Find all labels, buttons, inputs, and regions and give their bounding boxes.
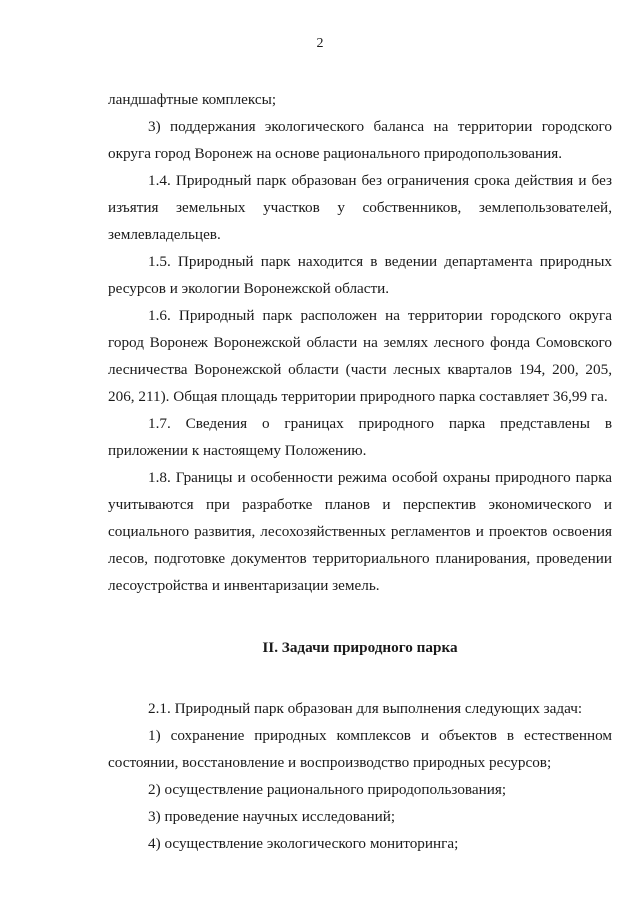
list-item-2: 2) осуществление рационального природопользования; — [148, 781, 507, 798]
list-item-1: 1) сохранение природных комплексов и объектов в естественном состоянии, восстановление и воспроизводство природных ресурсов; — [108, 727, 612, 771]
paragraph-1-7: 1.7. Сведения о границах природного парка представлены в приложении к настоящему Положению. — [108, 415, 612, 459]
section-heading: II. Задачи природного парка — [262, 639, 458, 656]
page-number: 2 — [316, 36, 324, 51]
paragraph-1-4: 1.4. Природный парк образован без ограничения срока действия и без изъятия земельных участков у собственников, землепользователей, землевладельцев. — [108, 172, 612, 243]
paragraph-continuation: ландшафтные комплексы; — [108, 91, 277, 108]
paragraph-1-5: 1.5. Природный парк находится в ведении департамента природных ресурсов и экологии Воронежской области. — [108, 253, 612, 297]
list-item-3: 3) проведение научных исследований; — [148, 808, 396, 825]
paragraph-item-3: 3) поддержания экологического баланса на территории городского округа город Воронеж на основе рационального природопользования. — [108, 118, 612, 162]
paragraph-1-6: 1.6. Природный парк расположен на территории городского округа город Воронеж Воронежской области на землях лесного фонда Сомовского лесничества Воронежской области (части лесных кварталов 194, 200, 205, 206, 211). Общая площадь территории природного парка составляет 36,99 га. — [108, 307, 612, 405]
list-item-4: 4) осуществление экологического мониторинга; — [148, 835, 459, 852]
paragraph-2-1: 2.1. Природный парк образован для выполнения следующих задач: — [148, 700, 583, 717]
paragraph-1-8: 1.8. Границы и особенности режима особой охраны природного парка учитываются при разработке планов и перспектив экономического и социального развития, лесохозяйственных регламентов и проектов освоения лесов, подготовке документов территориального планирования, проведении лесоустройства и инвентаризации земель. — [108, 469, 612, 594]
document-body — [108, 86, 612, 857]
